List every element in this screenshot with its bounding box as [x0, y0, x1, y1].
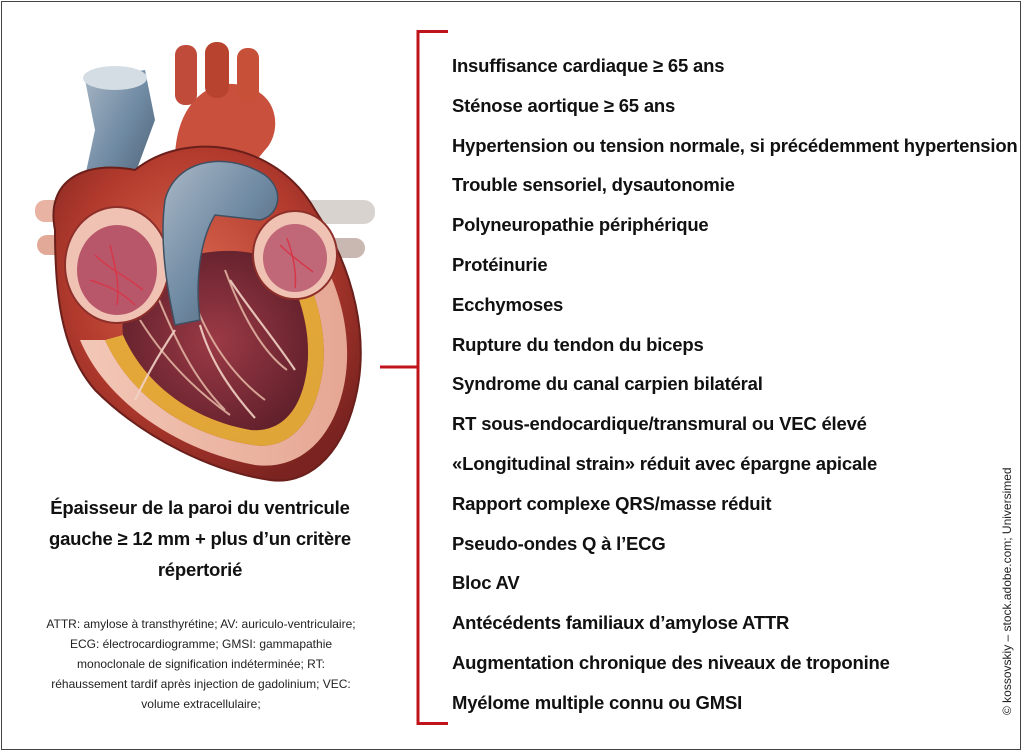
criterion-item: Protéinurie [452, 253, 548, 275]
criterion-item: Augmentation chronique des niveaux de troponine [452, 651, 890, 673]
criterion-item: Trouble sensoriel, dysautonomie [452, 174, 735, 196]
criteria-list [452, 48, 1018, 725]
heart-illustration [25, 40, 385, 490]
anatomical-heart-icon [25, 40, 385, 490]
criterion-item: Hypertension ou tension normale, si précédemment hypertension [452, 134, 1018, 156]
image-credit: © kossovskiy – stock.adobe.com; Universimed [1000, 467, 1014, 715]
abbreviations-note: ATTR: amylose à transthyrétine; AV: auriculo-ventriculaire; ECG: électrocardiogramme; GMSI: gammapathie monoclonale de signification indéterminée; RT: réhaussement tardif après injection de gadolinium; VEC: volume extracellulaire; [46, 617, 356, 711]
criterion-item: Polyneuropathie périphérique [452, 214, 709, 236]
criterion-item: Rapport complexe QRS/masse réduit [452, 492, 772, 514]
criterion-item: Syndrome du canal carpien bilatéral [452, 373, 763, 395]
criterion-item: Insuffisance cardiaque ≥ 65 ans [452, 55, 725, 76]
criterion-item: Bloc AV [452, 572, 520, 594]
criterion-item: Myélome multiple connu ou GMSI [452, 691, 743, 713]
criterion-item: Antécédents familiaux d’amylose ATTR [452, 612, 790, 634]
criterion-item: RT sous-endocardique/transmural ou VEC élevé [452, 413, 867, 435]
criterion-item: Sténose aortique ≥ 65 ans [452, 94, 676, 116]
criterion-item: Pseudo-ondes Q à l’ECG [452, 532, 666, 554]
criterion-item: Ecchymoses [452, 293, 564, 315]
diagnostic-caption: Épaisseur de la paroi du ventricule gauche ≥ 12 mm + plus d’un critère répertorié [48, 497, 352, 580]
criteria-bracket [380, 30, 450, 725]
criterion-item: Rupture du tendon du biceps [452, 333, 704, 355]
criterion-item: «Longitudinal strain» réduit avec épargne apicale [452, 452, 878, 474]
